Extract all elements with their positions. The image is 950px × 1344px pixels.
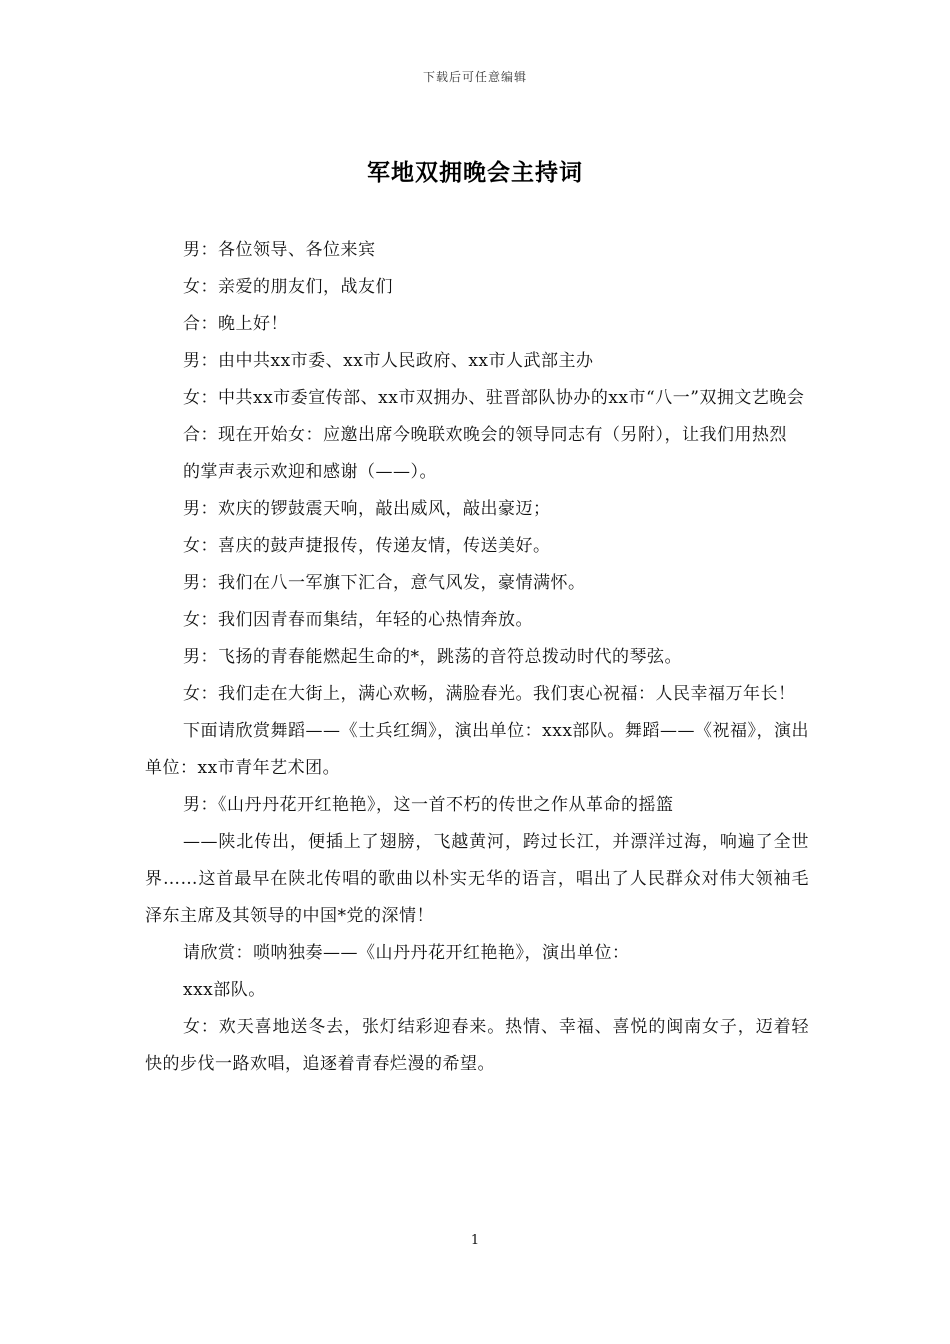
paragraph: 男：我们在八一军旗下汇合，意气风发，豪情满怀。: [183, 573, 586, 593]
paragraph: 下面请欣赏舞蹈——《士兵红绸》，演出单位：xxx部队。舞蹈——《祝福》，演出单位：xx市青年艺术团。: [145, 721, 809, 778]
page-header-note: 下载后可任意编辑: [422, 70, 527, 84]
paragraph: 男：飞扬的青春能燃起生命的*，跳荡的音符总拨动时代的琴弦。: [183, 647, 682, 667]
page-number: 1: [470, 1233, 480, 1248]
paragraph: xxx部队。: [183, 980, 266, 1000]
paragraph: 男：欢庆的锣鼓震天响，敲出威风，敲出豪迈；: [183, 499, 551, 519]
document-body: [145, 232, 809, 1083]
paragraph: 合：现在开始女：应邀出席今晚联欢晚会的领导同志有（另附），让我们用热烈: [183, 425, 787, 445]
paragraph: 的掌声表示欢迎和感谢（——）。: [183, 462, 437, 482]
paragraph: 女：喜庆的鼓声捷报传，传递友情，传送美好。: [183, 536, 551, 556]
paragraph: 合：晚上好！: [183, 314, 288, 334]
paragraph: 女：我们因青春而集结，年轻的心热情奔放。: [183, 610, 533, 630]
paragraph: ——陕北传出，便插上了翅膀，飞越黄河，跨过长江，并漂洋过海，响遍了全世界……这首最早在陕北传唱的歌曲以朴实无华的语言，唱出了人民群众对伟大领袖毛泽东主席及其领导的中国*党的深情！: [145, 832, 809, 926]
paragraph: 女：亲爱的朋友们，战友们: [183, 277, 393, 297]
paragraph: 女：中共xx市委宣传部、xx市双拥办、驻晋部队协办的xx市“八一”双拥文艺晚会: [183, 388, 805, 408]
paragraph: 请欣赏：唢呐独奏——《山丹丹花开红艳艳》，演出单位：: [183, 943, 630, 963]
paragraph: 女：我们走在大街上，满心欢畅，满脸春光。我们衷心祝福：人民幸福万年长！: [183, 684, 796, 704]
paragraph: 男：由中共xx市委、xx市人民政府、xx市人武部主办: [183, 351, 594, 371]
paragraph: 男：《山丹丹花开红艳艳》，这一首不朽的传世之作从革命的摇篮: [183, 795, 674, 815]
document-title: 军地双拥晚会主持词: [367, 159, 583, 186]
paragraph: 男：各位领导、各位来宾: [183, 240, 376, 260]
paragraph: 女：欢天喜地送冬去，张灯结彩迎春来。热情、幸福、喜悦的闽南女子，迈着轻快的步伐一路欢唱，追逐着青春烂漫的希望。: [145, 1017, 809, 1074]
